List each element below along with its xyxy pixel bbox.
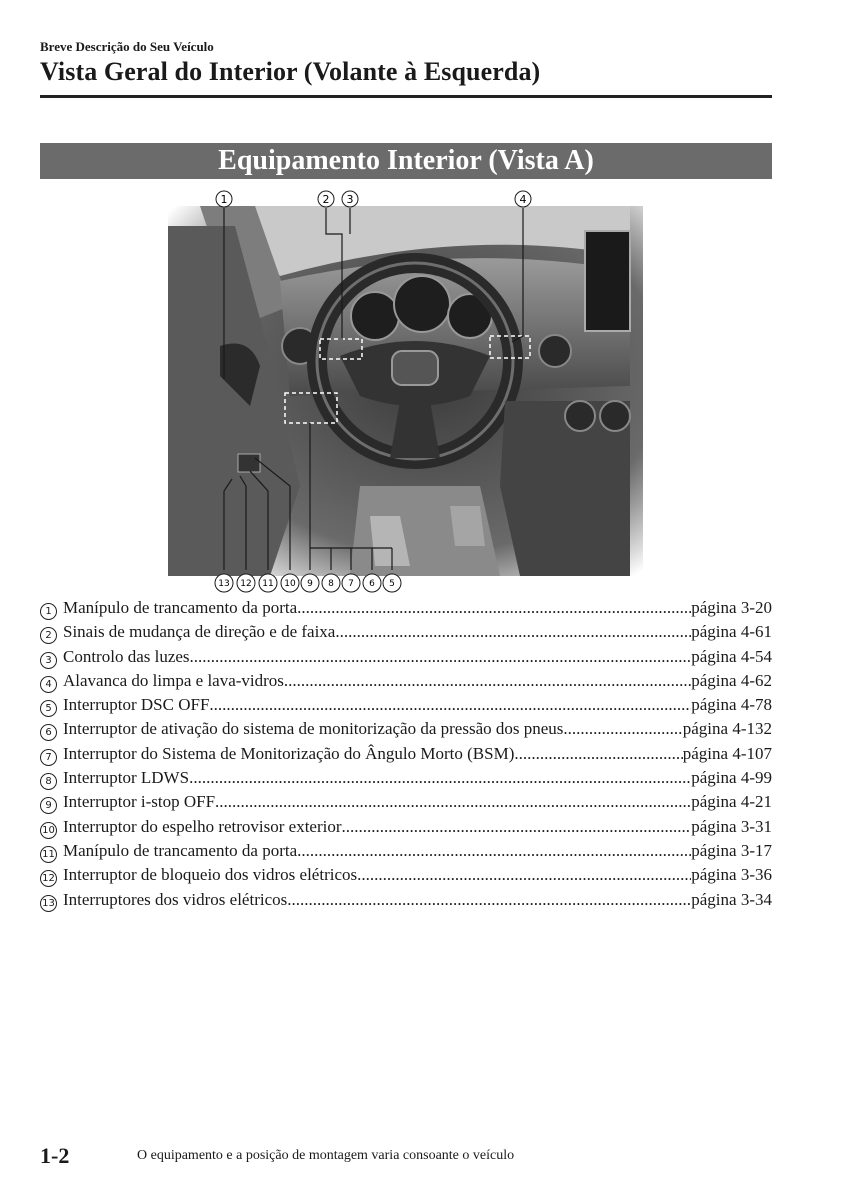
page-reference: página 4-99	[691, 768, 772, 788]
page-reference: página 4-61	[691, 622, 772, 642]
legend-label: Manípulo de trancamento da porta	[63, 598, 298, 617]
callout-8	[322, 574, 340, 592]
legend-item	[40, 671, 772, 695]
svg-text:8: 8	[328, 579, 334, 589]
svg-text:5: 5	[389, 579, 395, 589]
legend-number: 11	[40, 846, 57, 863]
top-callouts	[216, 191, 531, 207]
legend-number: 8	[40, 773, 57, 790]
svg-text:13: 13	[218, 579, 230, 589]
legend-item	[40, 890, 772, 914]
legend-label: Alavanca do limpa e lava-vidros	[63, 670, 284, 690]
callout-11	[259, 574, 277, 592]
legend-label: Interruptor DSC OFF	[63, 695, 210, 715]
legend-item	[40, 647, 772, 671]
leader-dots	[297, 598, 691, 618]
legend-item	[40, 792, 772, 816]
leader-dots	[335, 622, 691, 642]
svg-text:6: 6	[369, 579, 375, 589]
callout-9	[301, 574, 319, 592]
legend-number: 13	[40, 895, 57, 912]
page-reference: página 3-36	[691, 865, 772, 885]
page-reference: página 3-20	[691, 598, 772, 617]
legend-item	[40, 598, 772, 622]
leader-dots	[284, 671, 691, 691]
page-title: Vista Geral do Interior (Volante à Esquerda)	[40, 57, 541, 86]
leader-dots	[190, 647, 692, 667]
page-number: 1-2	[40, 1143, 70, 1168]
svg-text:3: 3	[346, 193, 354, 206]
leader-dots	[287, 890, 691, 910]
legend-label: Interruptor LDWS	[63, 768, 190, 788]
leader-dots	[215, 792, 691, 812]
page-reference: página 3-34	[691, 889, 772, 909]
page-reference: página 4-62	[691, 670, 772, 690]
section-title-band: Equipamento Interior (Vista A)	[40, 143, 772, 179]
legend-label: Interruptor de ativação do sistema de monitorização da pressão dos pneus	[63, 719, 564, 739]
interior-diagram	[160, 186, 660, 598]
interior-photo	[168, 206, 643, 576]
callout-10	[281, 574, 299, 592]
legend-item	[40, 841, 772, 865]
legend-number: 4	[40, 676, 57, 693]
footer-note: O equipamento e a posição de montagem varia consoante o veículo	[137, 1148, 515, 1163]
svg-text:1: 1	[220, 193, 228, 206]
leader-dots	[189, 768, 691, 788]
legend-label: Interruptores dos vidros elétricos	[63, 889, 288, 909]
legend-number: 1	[40, 603, 57, 620]
page-reference: página 4-132	[682, 719, 772, 739]
leader-dots	[297, 841, 691, 861]
legend-number: 2	[40, 627, 57, 644]
callout-7	[342, 574, 360, 592]
callout-12	[237, 574, 255, 592]
legend-item	[40, 622, 772, 646]
legend-label: Interruptor i-stop OFF	[63, 792, 216, 812]
leader-dots	[342, 817, 692, 837]
leader-dots	[514, 744, 682, 764]
callout-13	[215, 574, 233, 592]
callout-6	[363, 574, 381, 592]
legend-label: Sinais de mudança de direção e de faixa	[63, 622, 336, 642]
legend-item	[40, 768, 772, 792]
page-reference: página 4-78	[691, 695, 772, 715]
svg-text:7: 7	[348, 579, 354, 589]
legend-number: 10	[40, 822, 57, 839]
legend-number: 5	[40, 700, 57, 717]
callout-4	[515, 191, 531, 207]
legend-item	[40, 817, 772, 841]
leader-dots	[563, 719, 682, 739]
svg-text:12: 12	[240, 579, 252, 589]
legend-number: 12	[40, 870, 57, 887]
bottom-callouts	[215, 574, 401, 592]
svg-text:2: 2	[322, 193, 330, 206]
legend-label: Interruptor do Sistema de Monitorização do Ângulo Morto (BSM)	[63, 743, 515, 763]
svg-text:10: 10	[284, 579, 296, 589]
legend-label: Controlo das luzes	[63, 646, 190, 666]
svg-text:4: 4	[519, 193, 527, 206]
leader-dots	[209, 695, 691, 715]
callout-3	[342, 191, 358, 207]
page-reference: página 4-21	[691, 792, 772, 812]
legend-number: 6	[40, 724, 57, 741]
legend-number: 7	[40, 749, 57, 766]
legend-label: Manípulo de trancamento da porta	[63, 840, 298, 860]
page-reference: página 4-107	[682, 743, 772, 763]
leader-dots	[357, 865, 691, 885]
legend-label: Interruptor de bloqueio dos vidros elétricos	[63, 865, 358, 885]
callout-5	[383, 574, 401, 592]
legend-label: Interruptor do espelho retrovisor exterior	[63, 816, 342, 836]
svg-text:9: 9	[307, 579, 313, 589]
callout-1	[216, 191, 232, 207]
legend-item	[40, 719, 772, 743]
breadcrumb: Breve Descrição do Seu Veículo	[40, 39, 214, 54]
legend-item	[40, 695, 772, 719]
callout-2	[318, 191, 334, 207]
svg-text:11: 11	[262, 579, 274, 589]
legend-item	[40, 744, 772, 768]
page-reference: página 3-17	[691, 840, 772, 860]
legend-list	[40, 598, 772, 914]
legend-item	[40, 865, 772, 889]
legend-number: 3	[40, 652, 57, 669]
page-reference: página 3-31	[691, 816, 772, 836]
legend-number: 9	[40, 797, 57, 814]
page-reference: página 4-54	[691, 646, 772, 666]
title-divider	[40, 95, 772, 98]
